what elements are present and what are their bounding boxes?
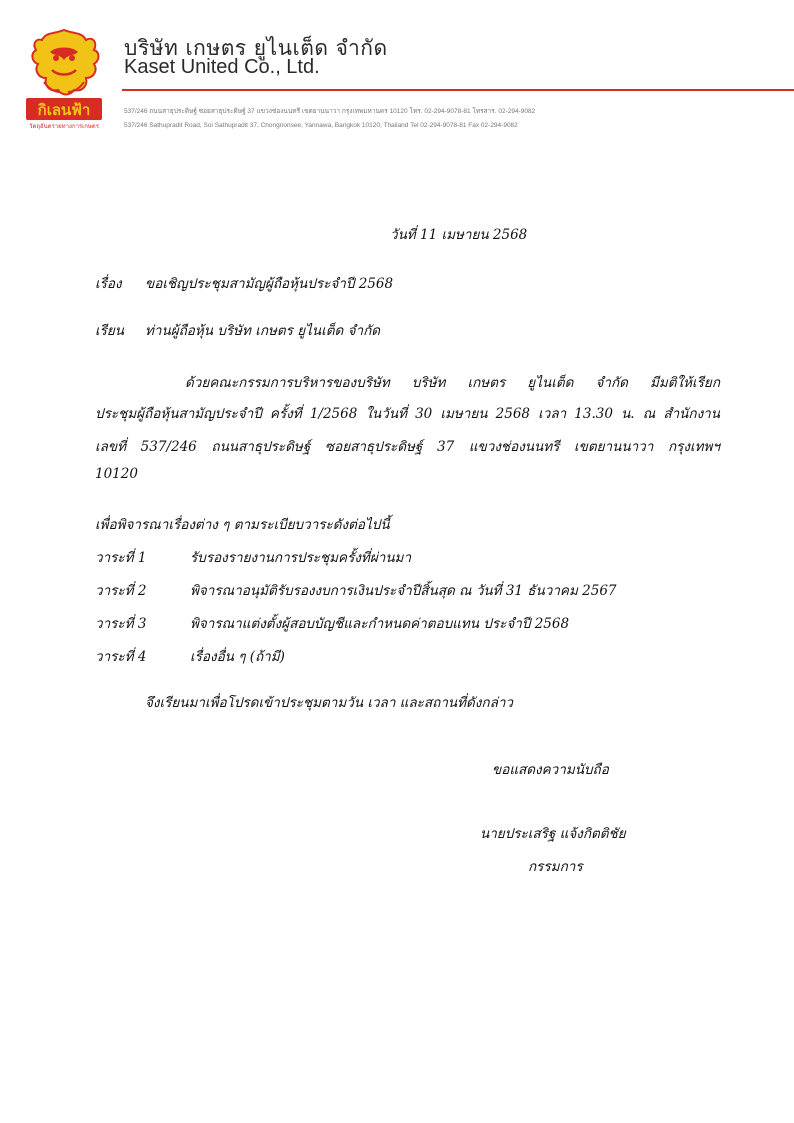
agenda-item-text: พิจารณาอนุมัติรับรองงบการเงินประจำปีสิ้นสุด ณ วันที่ 31 ธันวาคม 2567: [190, 583, 617, 599]
regards: ขอแสดงความนับถือ: [492, 762, 609, 778]
subject-text: ขอเชิญประชุมสามัญผู้ถือหุ้นประจำปี 2568: [145, 276, 394, 292]
agenda-number: วาระที่ 2: [95, 583, 147, 599]
letterhead: [0, 0, 794, 140]
letter-date: วันที่ 11 เมษายน 2568: [390, 227, 528, 243]
header-divider: [122, 89, 794, 91]
subject-label: เรื่อง: [95, 276, 122, 292]
agenda-item-text: รับรองรายงานการประชุมครั้งที่ผ่านมา: [190, 550, 412, 566]
agenda-number: วาระที่ 4: [95, 649, 147, 665]
company-name-english: Kaset United Co., Ltd.: [124, 56, 320, 78]
logo-text: กิเลนฟ้า: [37, 101, 91, 119]
closing-sentence: จึงเรียนมาเพื่อโปรดเข้าประชุมตามวัน เวลา และสถานที่ดังกล่าว: [145, 695, 514, 711]
company-name-thai: บริษัท เกษตร ยูไนเต็ด จำกัด: [124, 36, 388, 60]
agenda-number: วาระที่ 1: [95, 550, 147, 566]
kilen-logo-icon: [24, 26, 104, 132]
recipient-text: ท่านผู้ถือหุ้น บริษัท เกษตร ยูไนเต็ด จำกัด: [145, 323, 381, 339]
agenda-number: วาระที่ 3: [95, 616, 147, 632]
recipient-label: เรียน: [95, 323, 125, 339]
agenda-intro: เพื่อพิจารณาเรื่องต่าง ๆ ตามระเบียบวาระดังต่อไปนี้: [95, 517, 390, 533]
body-line: ด้วยคณะกรรมการบริหารของบริษัท บริษัท เกษตร ยูไนเต็ด จำกัด มีมติให้เรียก: [185, 375, 720, 391]
signer-position: กรรมการ: [528, 859, 583, 875]
body-line: 10120: [95, 466, 138, 482]
body-line: เลขที่ 537/246 ถนนสาธุประดิษฐ์ ซอยสาธุประดิษฐ์ 37 แขวงช่องนนทรี เขตยานนาวา กรุงเทพฯ: [95, 439, 720, 455]
logo-subtext: วัตถุอันตรายทางการเกษตร: [29, 123, 99, 130]
signer-name: นายประเสริฐ แจ้งกิตติชัย: [480, 826, 626, 842]
body-line: ประชุมผู้ถือหุ้นสามัญประจำปี ครั้งที่ 1/2568 ในวันที่ 30 เมษายน 2568 เวลา 13.30 น. ณ สำนักงาน: [95, 406, 720, 422]
address-thai: 537/246 ถนนสาธุประดิษฐ์ ซอยสาธุประดิษฐ์ 37 แขวงช่องนนทรี เขตยานนาวา กรุงเทพมหานคร 10120 โทร. 02-294-9078-81 โทรสาร. 02-294-9082: [124, 108, 536, 115]
agenda-item-text: เรื่องอื่น ๆ (ถ้ามี): [190, 649, 285, 665]
agenda-item-text: พิจารณาแต่งตั้งผู้สอบบัญชีและกำหนดค่าตอบแทน ประจำปี 2568: [190, 616, 570, 632]
address-english: 537/246 Sathupradit Road, Soi Sathupradit 37, Chongnonsee, Yannawa, Bangkok 10120, Thailand Tel 02-294-9078-81 Fax 02-294-9082: [124, 122, 518, 129]
